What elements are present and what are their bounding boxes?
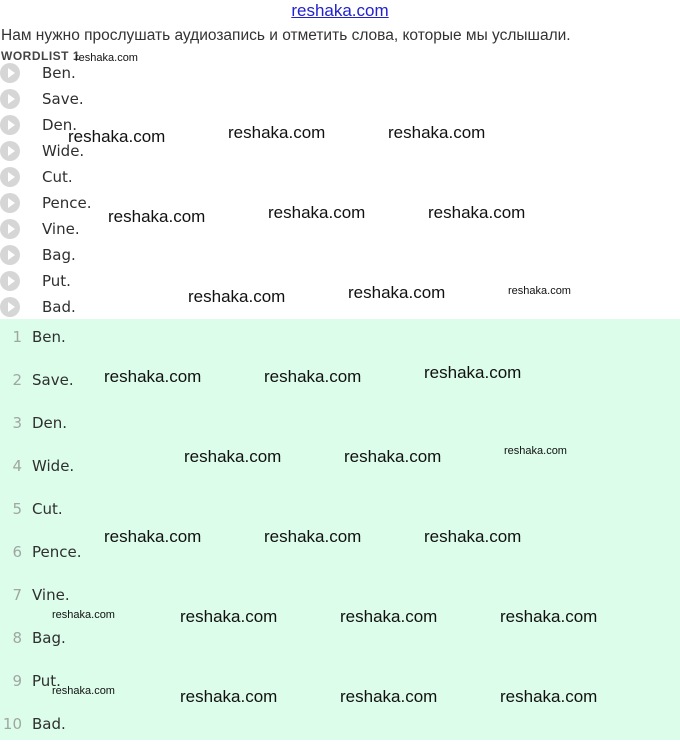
answer-row [0,328,300,358]
watermark: reshaka.com [188,287,286,306]
watermark: reshaka.com [104,527,202,546]
audio-word: Pence. [42,194,92,212]
watermark: reshaka.com [500,607,598,626]
answer-word: Den. [32,414,68,432]
instruction-text: Нам нужно прослушать аудиозапись и отметить слова, которые мы услышали. [1,27,571,44]
audio-item[interactable] [0,87,200,111]
audio-item[interactable] [0,61,200,85]
watermark: reshaka.com [340,607,438,626]
watermark: reshaka.com [504,445,567,457]
play-icon[interactable] [0,167,20,187]
answer-number: 2 [12,371,22,389]
watermark: reshaka.com [108,207,206,226]
audio-word: Den. [42,116,78,134]
watermark: reshaka.com [75,52,138,64]
watermark: reshaka.com [424,527,522,546]
play-icon[interactable] [0,271,20,291]
watermark: reshaka.com [52,609,115,621]
watermark: reshaka.com [104,367,202,386]
watermark: reshaka.com [340,687,438,706]
watermark: reshaka.com [268,203,366,222]
watermark: reshaka.com [264,367,362,386]
answer-number: 10 [2,715,22,733]
audio-word: Bad. [42,298,76,316]
audio-item[interactable] [0,269,200,293]
watermark: reshaka.com [184,447,282,466]
audio-word: Put. [42,272,71,290]
watermark: reshaka.com [424,363,522,382]
watermark: reshaka.com [180,687,278,706]
answer-word: Bad. [32,715,66,733]
play-icon[interactable] [0,245,20,265]
answer-word: Wide. [32,457,75,475]
watermark: reshaka.com [68,127,166,146]
watermark: reshaka.com [388,123,486,142]
answer-word: Pence. [32,543,82,561]
answer-row [0,414,300,444]
watermark: reshaka.com [180,607,278,626]
answer-number: 3 [12,414,22,432]
watermark: reshaka.com [348,283,446,302]
site-link[interactable]: reshaka.com [291,1,389,20]
watermark: reshaka.com [508,285,571,297]
audio-item[interactable] [0,243,200,267]
answer-word: Put. [32,672,61,690]
watermark: reshaka.com [264,527,362,546]
answer-row [0,629,300,659]
audio-word: Cut. [42,168,73,186]
answer-number: 1 [12,328,22,346]
answer-word: Vine. [32,586,70,604]
answer-word: Cut. [32,500,63,518]
audio-word: Ben. [42,64,76,82]
answer-number: 4 [12,457,22,475]
answer-row [0,500,300,530]
audio-word: Vine. [42,220,80,238]
audio-word: Save. [42,90,84,108]
answer-row [0,715,300,745]
audio-item[interactable] [0,165,200,189]
audio-word: Bag. [42,246,76,264]
answer-number: 6 [12,543,22,561]
watermark: reshaka.com [344,447,442,466]
play-icon[interactable] [0,141,20,161]
audio-word: Wide. [42,142,85,160]
answer-word: Save. [32,371,74,389]
play-icon[interactable] [0,63,20,83]
answer-word: Ben. [32,328,66,346]
play-icon[interactable] [0,193,20,213]
play-icon[interactable] [0,297,20,317]
answer-word: Bag. [32,629,66,647]
play-icon[interactable] [0,89,20,109]
play-icon[interactable] [0,115,20,135]
answer-number: 7 [12,586,22,604]
watermark: reshaka.com [228,123,326,142]
answer-number: 5 [12,500,22,518]
audio-item[interactable] [0,295,200,319]
answer-number: 9 [12,672,22,690]
watermark: reshaka.com [500,687,598,706]
answer-row [0,543,300,573]
play-icon[interactable] [0,219,20,239]
watermark: reshaka.com [52,685,115,697]
answer-number: 8 [12,629,22,647]
wordlist-title: WORDLIST 1 [1,49,80,63]
watermark: reshaka.com [428,203,526,222]
